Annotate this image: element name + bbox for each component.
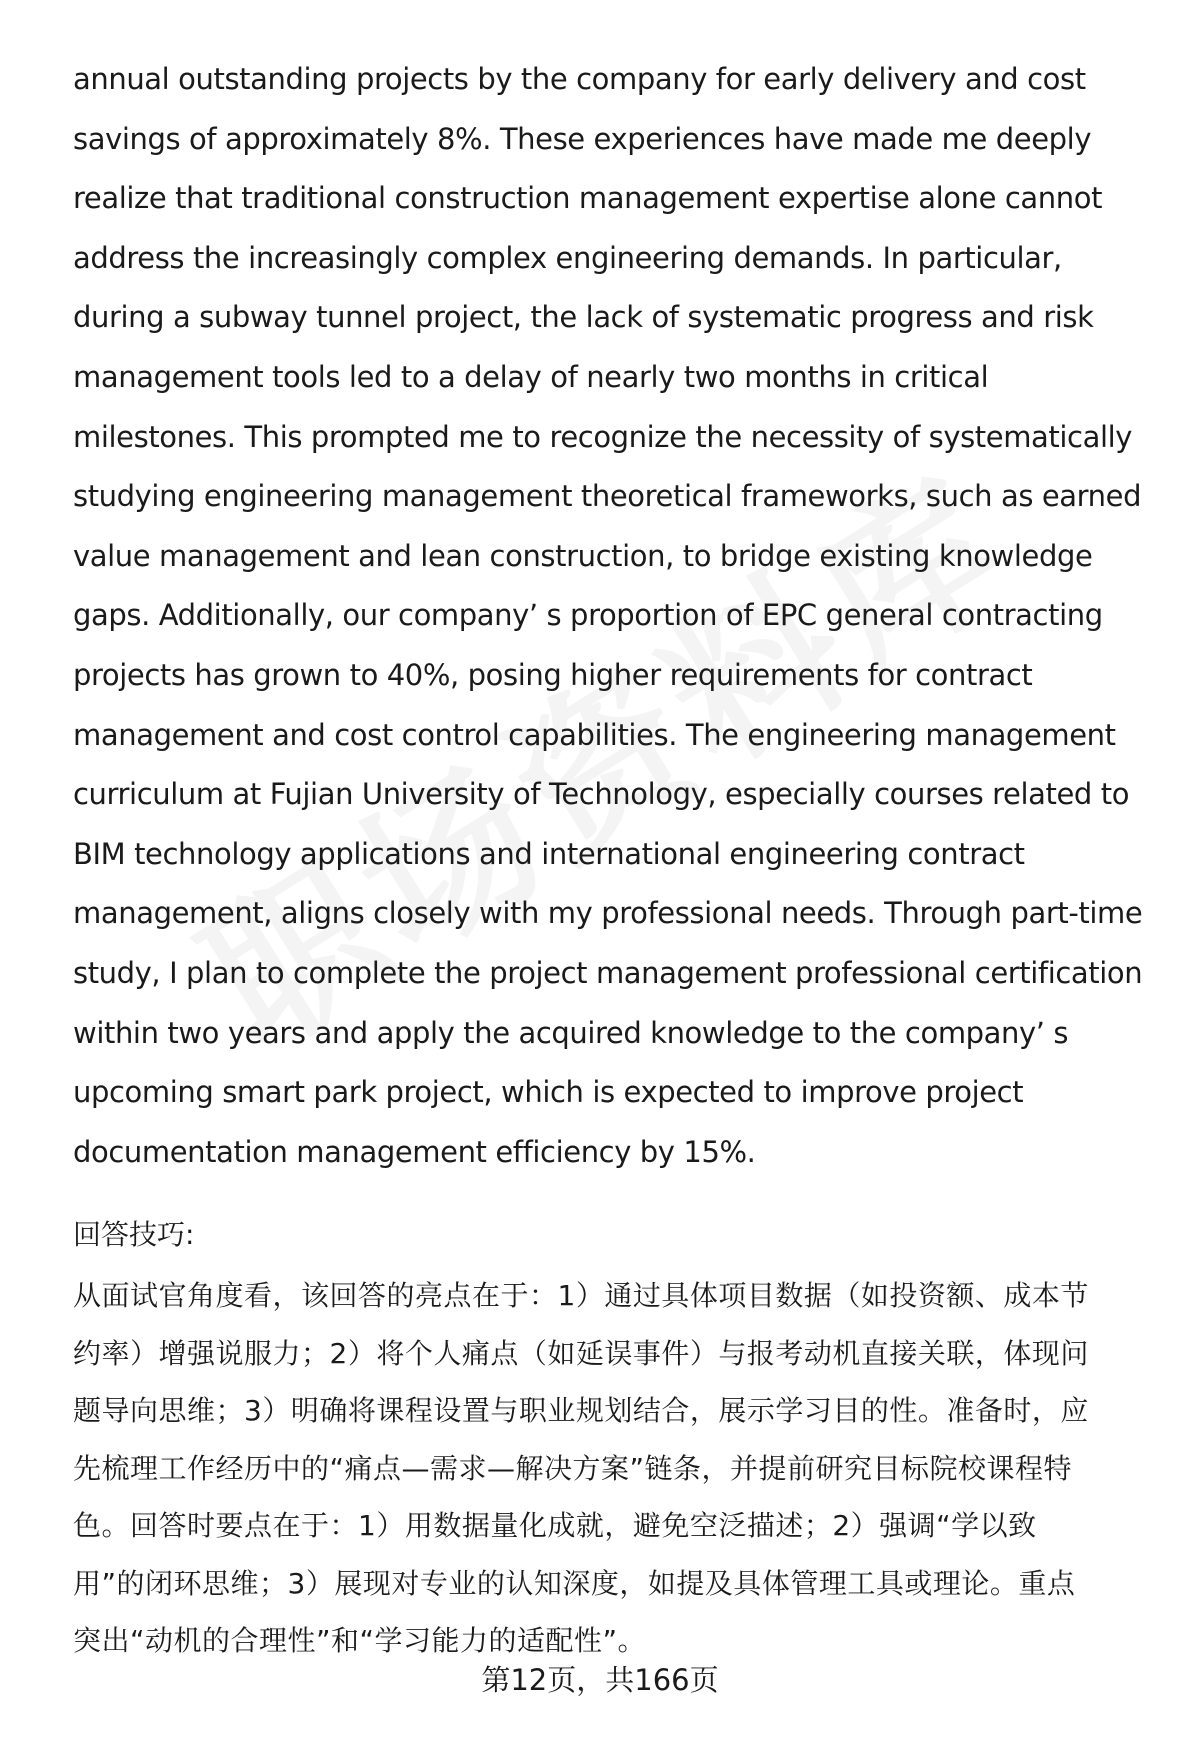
answer-line: curriculum at Fujian University of Technology, especially courses related to — [73, 777, 1130, 812]
answer-line: documentation management efficiency by 15%. — [73, 1134, 756, 1169]
tips-line: 色。回答时要点在于：1）用数据量化成就，避免空泛描述；2）强调“学以致 — [73, 1509, 1037, 1543]
answer-line: milestones. This prompted me to recognize the necessity of systematically — [73, 419, 1133, 454]
answer-line: annual outstanding projects by the company for early delivery and cost — [73, 62, 1086, 96]
tips-paragraph — [73, 1267, 1153, 1670]
answer-line: BIM technology applications and international engineering contract — [73, 836, 1025, 871]
answer-line: projects has grown to 40%, posing higher requirements for contract — [73, 657, 1033, 692]
page-number-footer: 第12页，共166页 — [481, 1663, 719, 1697]
document-body — [73, 50, 1153, 1670]
answer-line: gaps. Additionally, our company’ s proportion of EPC general contracting — [73, 598, 1103, 633]
answer-line: value management and lean construction, to bridge existing knowledge — [73, 538, 1093, 573]
tips-line: 题导向思维；3）明确将课程设置与职业规划结合，展示学习目的性。准备时，应 — [73, 1394, 1089, 1428]
answer-line: during a subway tunnel project, the lack of systematic progress and risk — [73, 300, 1094, 335]
answer-paragraph — [73, 50, 1153, 1182]
tips-line: 突出“动机的合理性”和“学习能力的适配性”。 — [73, 1624, 647, 1658]
tips-line: 用”的闭环思维；3）展现对专业的认知深度，如提及具体管理工具或理论。重点 — [73, 1566, 1076, 1600]
answer-line: savings of approximately 8%. These experiences have made me deeply — [73, 121, 1092, 156]
answer-line: management and cost control capabilities. The engineering management — [73, 717, 1116, 752]
answer-line: management, aligns closely with my professional needs. Through part-time — [73, 896, 1143, 931]
tips-line: 先梳理工作经历中的“痛点—需求—解决方案”链条，并提前研究目标院校课程特 — [73, 1451, 1073, 1485]
answer-line: realize that traditional construction management expertise alone cannot — [73, 181, 1103, 216]
answer-line: management tools led to a delay of nearly two months in critical — [73, 359, 989, 394]
answer-line: within two years and apply the acquired knowledge to the company’ s — [73, 1015, 1069, 1050]
tips-line: 从面试官角度看，该回答的亮点在于：1）通过具体项目数据（如投资额、成本节 — [73, 1279, 1089, 1313]
answer-line: address the increasingly complex engineering demands. In particular, — [73, 240, 1062, 275]
tips-line: 约率）增强说服力；2）将个人痛点（如延误事件）与报考动机直接关联，体现问 — [73, 1336, 1089, 1370]
answer-line: studying engineering management theoretical frameworks, such as earned — [73, 479, 1142, 514]
tips-heading: 回答技巧: — [73, 1218, 195, 1252]
answer-line: upcoming smart park project, which is expected to improve project — [73, 1075, 1024, 1110]
answer-line: study, I plan to complete the project management professional certification — [73, 955, 1143, 990]
